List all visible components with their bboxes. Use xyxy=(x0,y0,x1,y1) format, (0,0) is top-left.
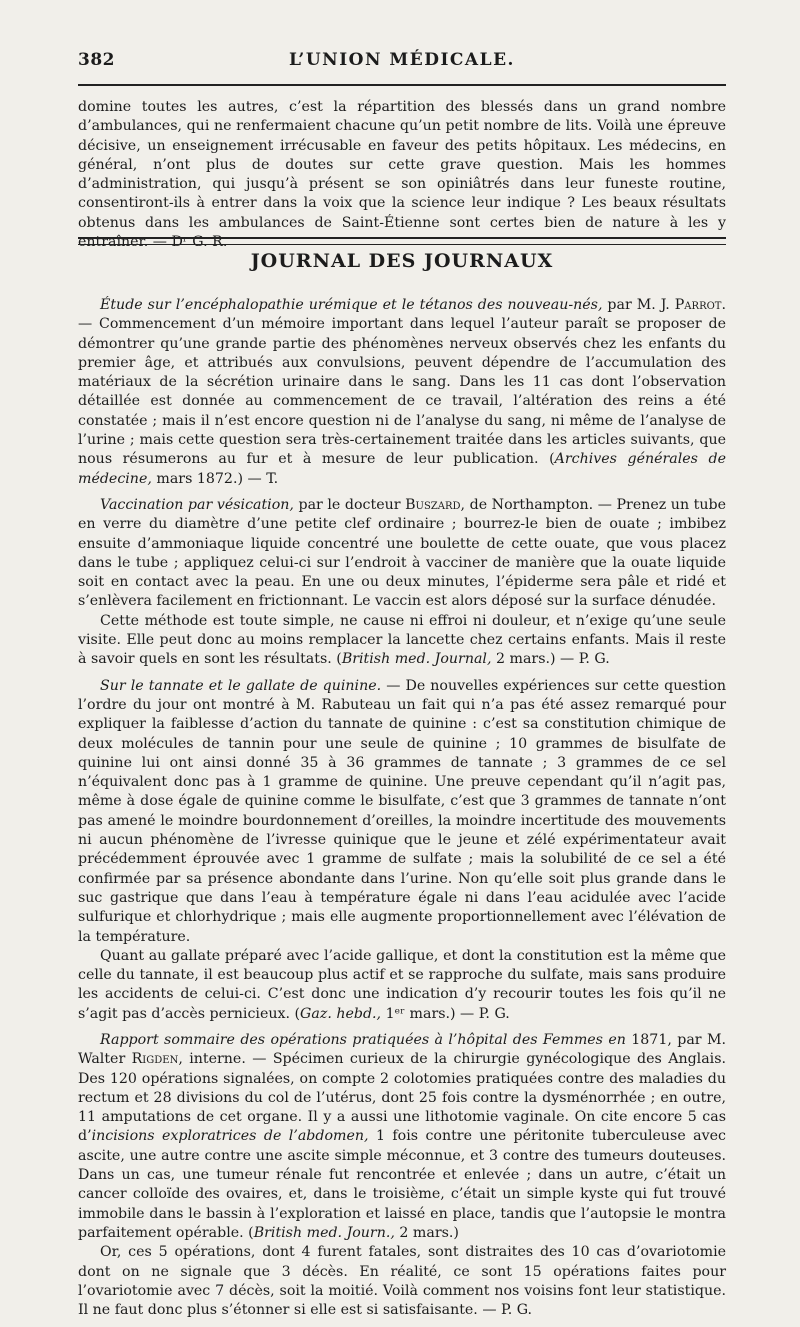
intro-paragraph: domine toutes les autres, c’est la répartition des blessés dans un grand nombre d’ambulances, qui ne renfermaient chacune qu’un petit nombre de lits. Voilà une épreuve décisive, un enseignement irrécusable en faveur des petits hôpitaux. Les médecins, en général, n’ont plus de doutes sur cette grave question. Mais les hommes d’administration, qui jusqu’à présent se son opiniâtrés dans leur funeste routine, consentiront-ils à entrer dans la voix que la science leur indique ? Les beaux résultats obtenus dans les ambulances de Saint-Étienne sont certes bien de nature à les y entraîner. — Dʳ G. R. xyxy=(78,99,726,251)
article-paragraph xyxy=(78,677,726,947)
articles xyxy=(78,296,726,1327)
article-source: Archives générales de médecine, xyxy=(78,451,726,487)
article-text: Or, ces 5 opérations, dont 4 furent fatales, sont distraites des 10 cas d’ovariotomie dont on ne signale que 3 décès. En réalité, ce sont 15 opérations faites pour l’ovariotomie avec 7 décès, soit la moitié. Voilà comment nos voisins font leur statistique. Il ne faut donc plus s’étonner si elle est si satisfaisante. — P. G. xyxy=(78,1244,726,1319)
article-paragraph xyxy=(78,1243,726,1320)
running-title: L’UNION MÉDICALE. xyxy=(289,50,515,70)
article-tannate xyxy=(78,677,726,1024)
article-title: Sur le tannate et le gallate de quinine. xyxy=(100,677,382,694)
article-signature: mars 1872.) — T. xyxy=(151,470,279,487)
article-title: Étude sur l’encéphalopathie urémique et le tétanos des nouveau-nés, xyxy=(100,297,603,313)
article-signature: 2 mars.) — P. G. xyxy=(491,651,610,668)
article-source: British med. Journ., xyxy=(253,1224,395,1241)
article-text: . — Commencement d’un mémoire important dans lequel l’auteur paraît se proposer de démontrer qu’une grande partie des phénomènes nerveux observés chez les enfants du premier âge, et attribués aux convulsions, peuvent dépendre de l’accumulation des matériaux de la sécrétion urinaire dans le sang. Dans les 11 cas dont l’observation détaillée est donnée au commencement de ce travail, l’altération des reins a été constatée ; mais il n’est encore question ni de l’analyse du sang, ni même de l’analyse de l’urine ; mais cette question sera très-certainement traitée dans les articles suivants, que nous résumerons au fur et à mesure de leur publication. ( xyxy=(78,297,726,468)
article-source: Gaz. hebd., xyxy=(300,1005,382,1022)
article-paragraph xyxy=(78,612,726,670)
section-title: JOURNAL DES JOURNAUX xyxy=(250,250,554,272)
article-text: — De nouvelles expériences sur cette question l’ordre du jour ont montré à M. Rabuteau un fait qui n’a pas été assez remarqué pour expliquer la faiblesse d’action du tannate de quinine : c’est sa constitution chimique de deux molécules de tannin pour une seule de quinine ; 10 grammes de bisulfate de quinine lui ont ainsi donné 35 à 36 grammes de tannate ; 3 grammes de ce sel n’équivalent donc pas à 1 gramme de quinine. Une preuve cependant qu’il n’agit pas, même à dose égale de quinine comme le bisulfate, c’est que 3 grammes de tannate n’ont pas amené le moindre bourdonnement d’oreilles, la moindre incertitude des mouvements ni aucun phénomène de l’ivresse quinique que le jeune et zélé expérimentateur avait précédemment éprouvée avec 1 gramme de sulfate ; mais la solubilité de ce sel a été confirmée par sa présence abondante dans l’urine. Non qu’elle soit plus grande dans le suc gastrique que dans l’eau à température égale ni dans l’eau acidulée avec l’acide sulfurique et chlorhydrique ; mais elle augmente proportionnellement avec l’élévation de la température. xyxy=(78,677,726,945)
article-text: Cette méthode est toute simple, ne cause ni effroi ni douleur, et n’exige qu’une seule visite. Elle peut donc au moins remplacer la lancette chez certains enfants. Mais il reste à savoir quels en sont les résultats. ( xyxy=(78,612,726,668)
article-byline: par le docteur xyxy=(293,496,406,513)
article-buszard xyxy=(78,496,726,670)
article-emphasis: incisions exploratrices de l’abdomen, xyxy=(91,1128,369,1145)
article-author: Rigden xyxy=(131,1051,179,1068)
article-paragraph xyxy=(78,1031,726,1243)
article-title: Vaccination par vésication, xyxy=(100,496,294,513)
section-divider xyxy=(78,237,726,245)
article-text: , interne. — Spécimen curieux de la chirurgie gynécologique des Anglais. Des 120 opérations signalées, on compte 2 colotomies pratiquées contre des maladies du rectum et 28 divisions du col de l’utérus, dont 25 fois contre la dysménorrhée ; en outre, 11 amputations de cet organe. Il y a aussi une lithotomie vaginale. On cite encore 5 cas d’ xyxy=(78,1051,726,1145)
article-paragraph xyxy=(78,947,726,1024)
article-byline: 1871, par M. Walter xyxy=(78,1031,726,1068)
article-paragraph xyxy=(78,496,726,612)
article-parrot xyxy=(78,296,726,489)
article-author: Buszard xyxy=(405,496,461,513)
article-text: 1 fois contre une péritonite tuberculeuse avec ascite, une autre contre une ascite simple méconnue, et 3 contre des tumeurs douteuses. Dans un cas, une tumeur rénale fut rencontrée et enlevée ; dans un autre, c’était un cancer colloïde des ovaires, et, dans le troisième, c’était un simple kyste qui fut trouvé immobile dans le bassin à l’exploration et laissé en place, tandis que l’autopsie le montra parfaitement opérable. ( xyxy=(78,1128,726,1241)
article-author: Parrot xyxy=(674,297,722,313)
intro-block xyxy=(78,98,726,252)
page-number: 382 xyxy=(78,50,115,70)
article-signature: 1ᵉʳ mars.) — P. G. xyxy=(381,1005,510,1022)
article-text: Quant au gallate préparé avec l’acide gallique, et dont la constitution est la même que celle du tannate, il est beaucoup plus actif et se rapproche du sulfate, mais sans produire les accidents de celui-ci. C’est donc une indication d’y recourir toutes les fois qu’il ne s’agit pas d’accès pernicieux. ( xyxy=(78,947,726,1022)
article-source: British med. Journal, xyxy=(341,651,492,668)
page-header xyxy=(78,50,726,80)
article-text: , de Northampton. — Prenez un tube en verre du diamètre d’une petite clef ordinaire ; bourrez-le bien de ouate ; imbibez ensuite d’ammoniaque liquide concentré une boulette de cette ouate, que vous placez dans le tube ; appliquez celui-ci sur l’endroit à vacciner de manière que la ouate liquide soit en contact avec la peau. En une ou deux minutes, l’épiderme sera pâle et ridé et s’enlèvera facilement en frictionnant. Le vaccin est alors déposé sur la surface dénudée. xyxy=(78,496,726,610)
article-title: Rapport sommaire des opérations pratiquées à l’hôpital des Femmes en xyxy=(100,1031,626,1048)
header-rule xyxy=(78,84,726,86)
article-paragraph xyxy=(78,296,726,489)
article-rigden xyxy=(78,1031,726,1320)
article-signature: 2 mars.) xyxy=(394,1224,459,1241)
article-byline: par M. J. xyxy=(602,297,675,313)
